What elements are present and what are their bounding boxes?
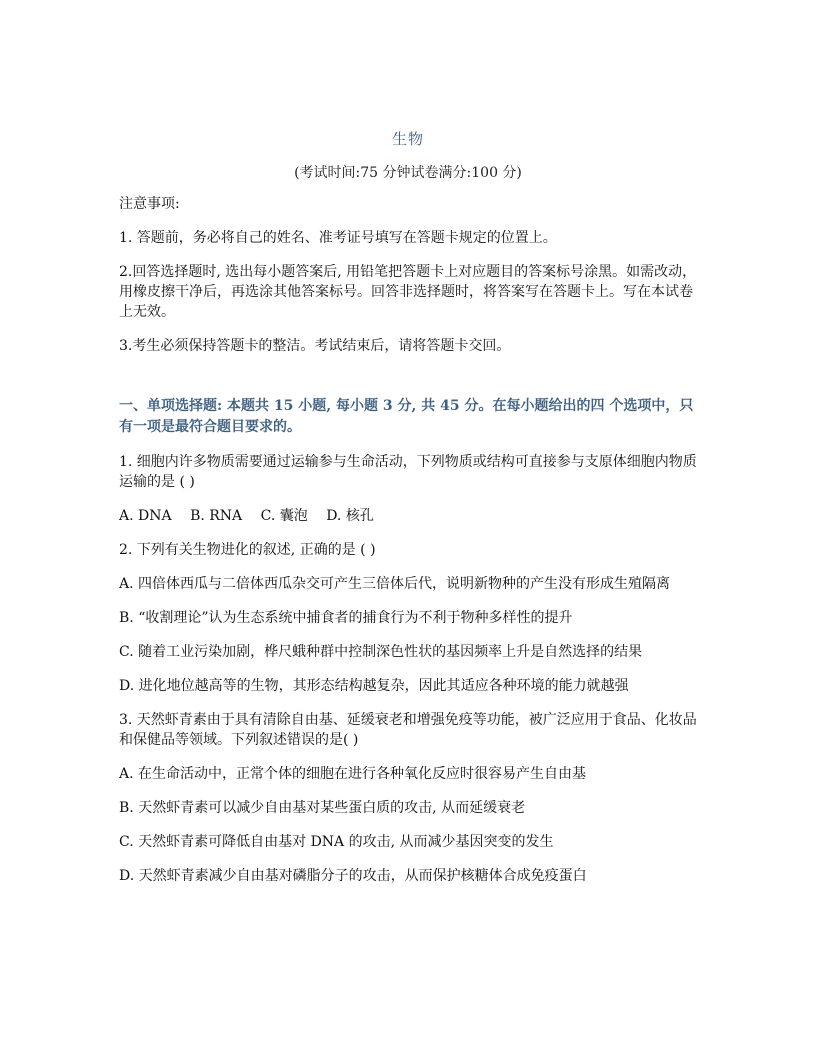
notes-heading: 注意事项: — [119, 196, 180, 212]
question-2-option-b: B. “收割理论”认为生态系统中捕食者的捕食行为不利于物种多样性的提升 — [119, 610, 573, 626]
question-1-option-d: D. 核孔 — [326, 508, 374, 524]
question-1-option-a: A. DNA — [119, 508, 172, 524]
question-3-option-a: A. 在生命活动中，正常个体的细胞在进行各种氧化反应时很容易产生自由基 — [119, 766, 587, 782]
question-1-stem: 1. 细胞内许多物质需要通过运输参与生命活动，下列物质或结构可直接参与支原体细胞内物质运输的是 ( ) — [119, 454, 697, 490]
question-3-option-c: C. 天然虾青素可降低自由基对 DNA 的攻击, 从而减少基因突变的发生 — [119, 834, 554, 850]
question-1-option-b: B. RNA — [190, 508, 243, 524]
question-2-option-d: D. 进化地位越高等的生物，其形态结构越复杂，因此其适应各种环境的能力就越强 — [119, 678, 629, 694]
exam-info: (考试时间:75 分钟试卷满分:100 分) — [294, 165, 522, 181]
question-3-option-b: B. 天然虾青素可以减少自由基对某些蛋白质的攻击, 从而延缓衰老 — [119, 800, 526, 816]
question-2-stem: 2. 下列有关生物进化的叙述, 正确的是 ( ) — [119, 542, 376, 558]
question-1-option-c: C. 囊泡 — [260, 508, 308, 524]
question-2-option-a: A. 四倍体西瓜与二倍体西瓜杂交可产生三倍体后代，说明新物种的产生没有形成生殖隔离 — [119, 576, 671, 592]
page-title: 生物 — [391, 130, 424, 148]
question-1-options — [119, 506, 699, 526]
question-3-stem: 3. 天然虾青素由于具有清除自由基、延缓衰老和增强免疫等功能，被广泛应用于食品、化妆品和保健品等领域。下列叙述错误的是( ) — [119, 712, 697, 748]
question-3-option-d: D. 天然虾青素减少自由基对磷脂分子的攻击，从而保护核糖体合成免疫蛋白 — [119, 868, 587, 884]
note-item-3: 3.考生必须保持答题卡的整洁。考试结束后，请将答题卡交回。 — [119, 338, 511, 354]
exam-body — [119, 194, 699, 900]
note-item-2: 2.回答选择题时, 选出每小题答案后, 用铅笔把答题卡上对应题目的答案标号涂黑。如需改动，用橡皮擦干净后，再选涂其他答案标号。回答非选择题时，将答案写在答题卡上。写在本试卷上无效。 — [119, 264, 697, 320]
note-item-1: 1. 答题前，务必将自己的姓名、准考证号填写在答题卡规定的位置上。 — [119, 230, 557, 246]
section-heading: 一、单项选择题: 本题共 15 小题, 每小题 3 分, 共 45 分。在每小题给出的四 个选项中，只有一项是最符合题目要求的。 — [119, 398, 694, 435]
question-2-option-c: C. 随着工业污染加剧，桦尺蛾种群中控制深色性状的基因频率上升是自然选择的结果 — [119, 644, 643, 660]
